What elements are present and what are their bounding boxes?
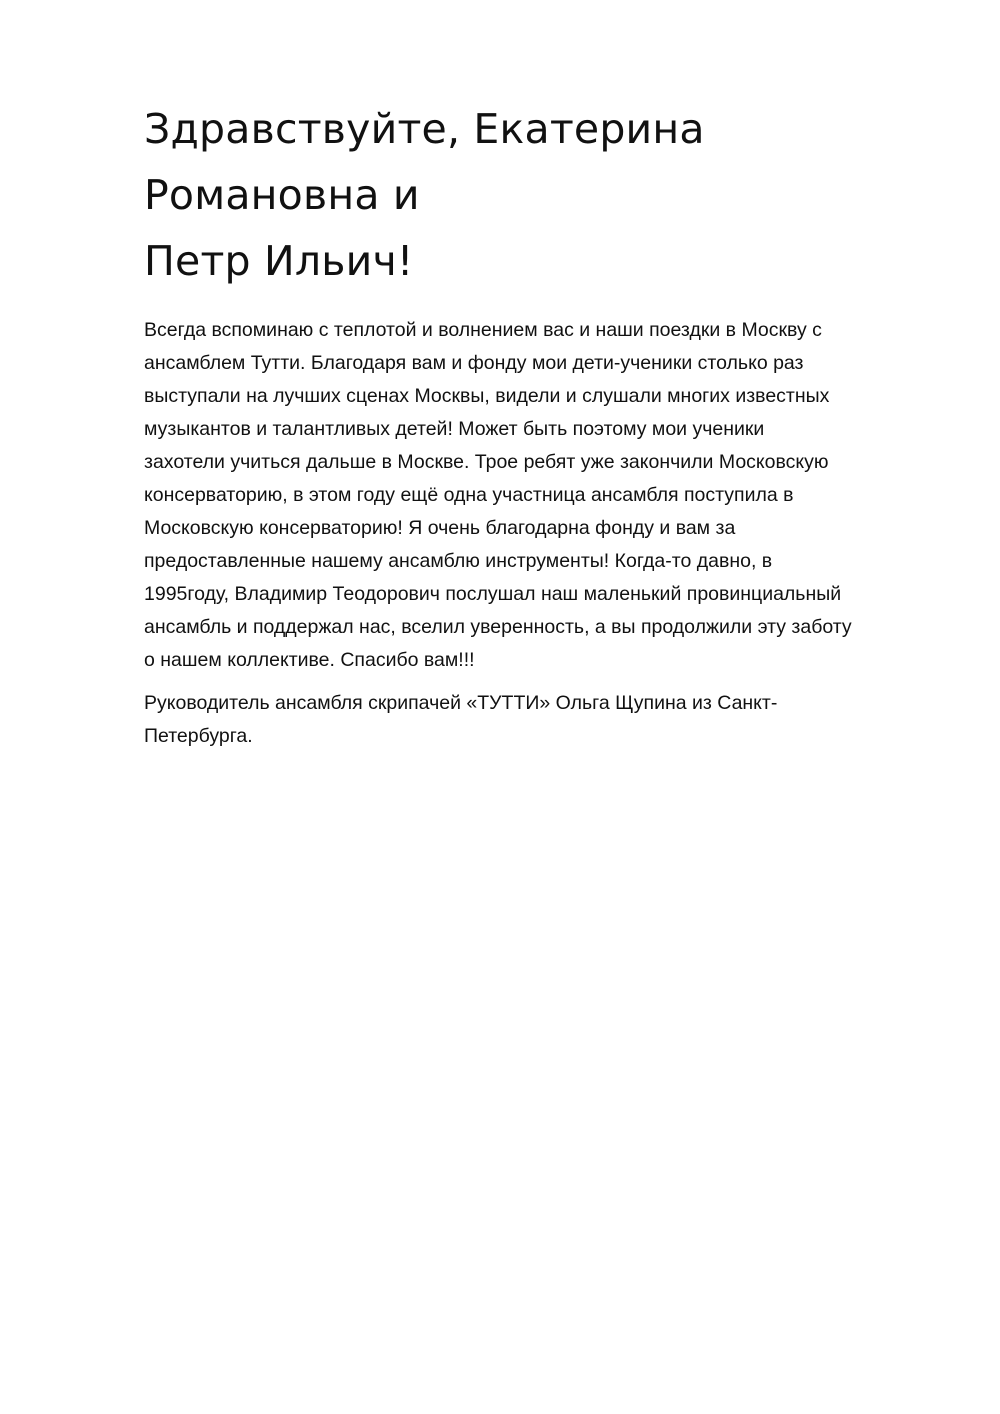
letter-body-paragraph: Всегда вспоминаю с теплотой и волнением вас и наши поездки в Москву с ансамблем Тутти. Благодаря вам и фонду мои дети-ученики столько раз выступали на лучших сценах Москвы, видели и слушали многих известных музыкантов и талантливых детей! Может быть поэтому мои ученики захотели учиться дальше в Москве. Трое ребят уже закончили Московскую консерваторию, в этом году ещё одна участница ансамбля поступила в Московскую консерваторию! Я очень благодарна фонду и вам за предоставленные нашему ансамблю инструменты! Когда-то давно, в 1995году, Владимир Теодорович послушал наш маленький провинциальный ансамбль и поддержал нас, вселил уверенность, а вы продолжили эту заботу о нашем коллективе. Спасибо вам!!! [144, 319, 852, 671]
letter-content [144, 96, 934, 763]
letter-signature: Руководитель ансамбля скрипачей «ТУТТИ» Ольга Щупина из Санкт- Петербурга. [144, 692, 778, 747]
letter-title: Здравствуйте, Екатерина Романовна и Петр Ильич! [144, 105, 705, 285]
